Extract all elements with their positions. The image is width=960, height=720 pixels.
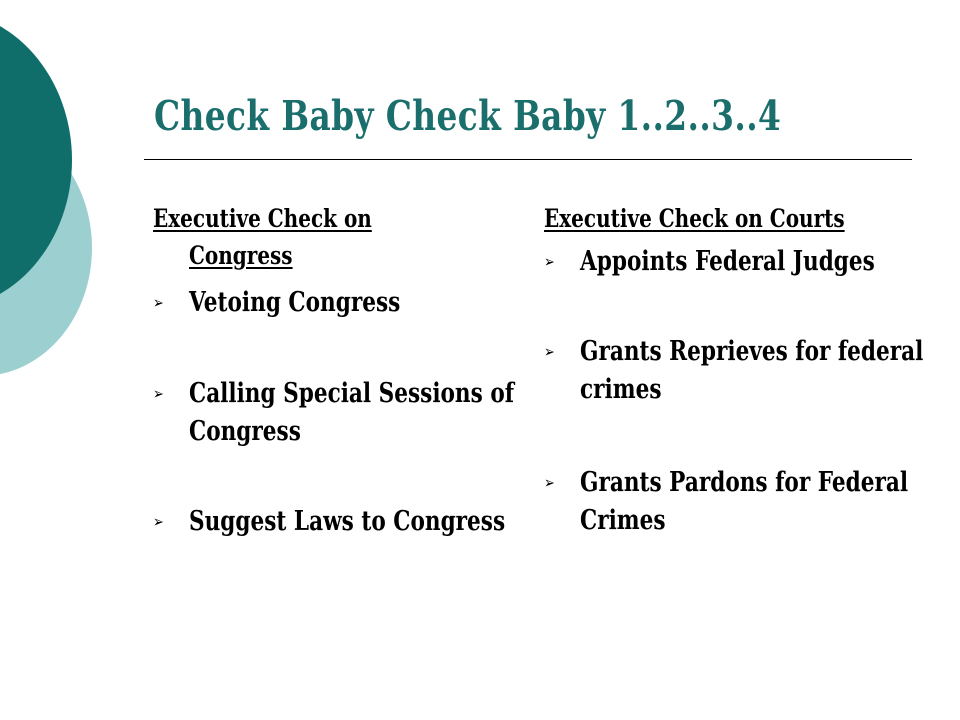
list-item (544, 464, 944, 540)
right-bullet-list (544, 243, 944, 540)
left-bullet-list (153, 284, 518, 541)
list-item (544, 333, 944, 409)
bullet-text: Vetoing Congress (189, 287, 401, 318)
arrow-bullet-icon: ➢ (153, 512, 164, 531)
list-item (153, 284, 518, 322)
arrow-bullet-icon: ➢ (153, 293, 164, 312)
arrow-bullet-icon: ➢ (544, 473, 555, 492)
arrow-bullet-icon: ➢ (544, 252, 555, 271)
title-divider (144, 159, 912, 160)
bullet-text: Grants Pardons for Federal Crimes (580, 467, 909, 536)
left-heading-line-2: Congress (189, 241, 293, 270)
bullet-text: Grants Reprieves for federal crimes (580, 336, 924, 405)
list-item (544, 243, 944, 281)
bullet-text: Appoints Federal Judges (580, 246, 875, 277)
left-heading-line-1: Executive Check on (153, 204, 372, 233)
bullet-text: Suggest Laws to Congress (189, 506, 506, 537)
arrow-bullet-icon: ➢ (544, 342, 555, 361)
right-heading-text: Executive Check on Courts (544, 204, 845, 233)
arrow-bullet-icon: ➢ (153, 384, 164, 403)
list-item (153, 503, 518, 541)
list-item (153, 375, 518, 451)
bullet-text: Calling Special Sessions of Congress (189, 378, 515, 447)
left-column (153, 200, 518, 541)
slide-title: Check Baby Check Baby 1..2..3..4 (154, 92, 782, 140)
right-column (544, 200, 944, 540)
left-column-heading (153, 200, 518, 274)
right-column-heading (544, 200, 944, 237)
